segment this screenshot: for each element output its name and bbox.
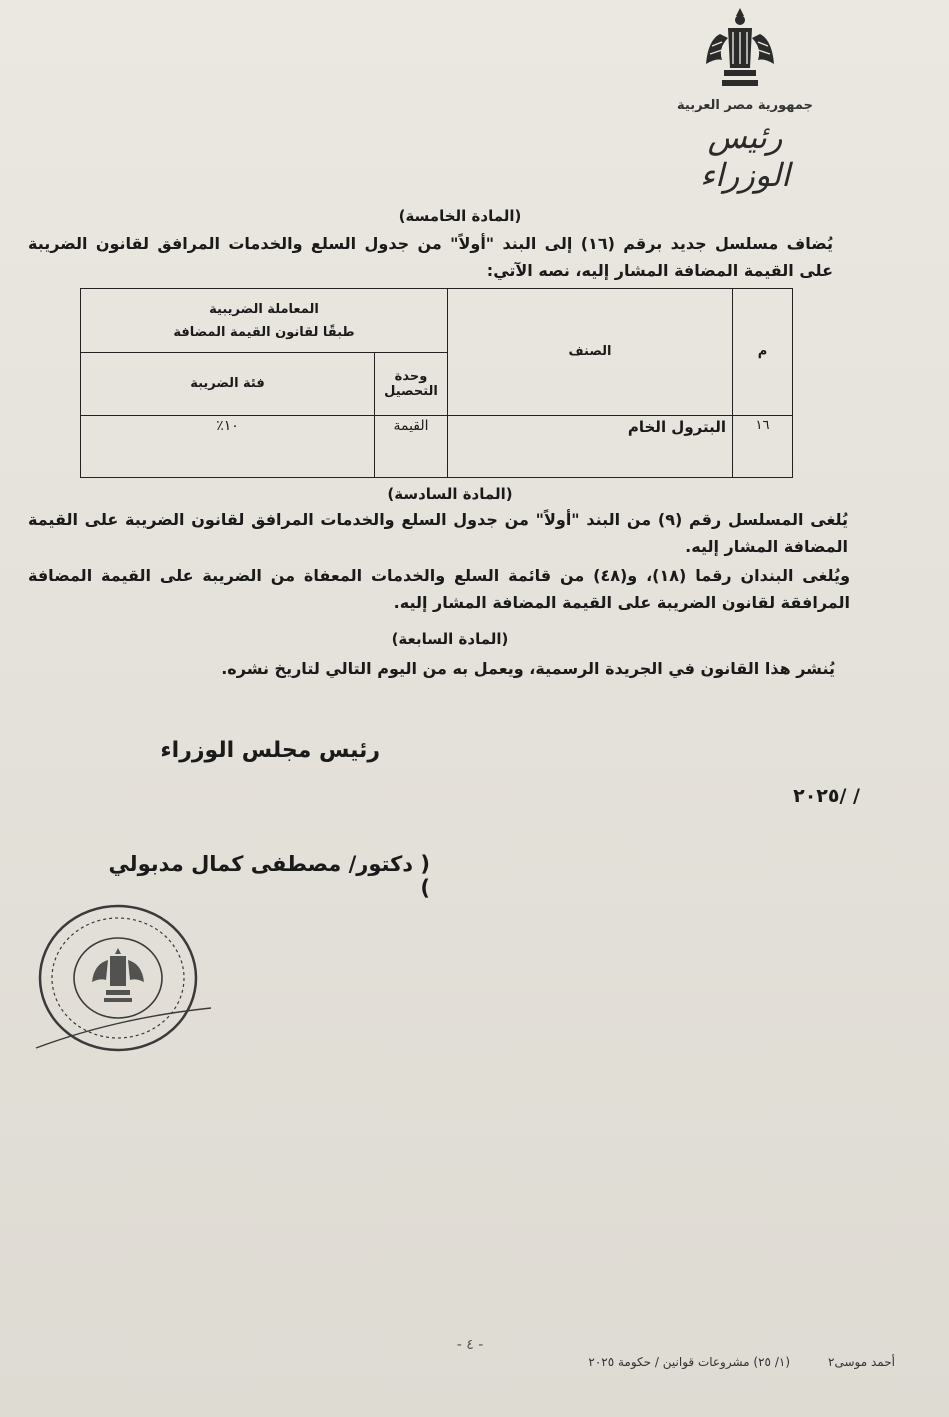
article-5-body: يُضاف مسلسل جديد برقم (١٦) إلى البند "أولاً" من جدول السلع والخدمات المرافق لقانون الضريبة على القيمة المضافة المشار إليه، نصه الآتي: bbox=[28, 234, 834, 280]
signature-title: رئيس مجلس الوزراء bbox=[160, 738, 380, 763]
article-6-body-1: يُلغى المسلسل رقم (٩) من البند "أولاً" من جدول السلع والخدمات المرافق لقانون الضريبة على القيمة المضافة المشار إليه. bbox=[28, 510, 849, 556]
col-unit-header: وحدة التحصيل bbox=[375, 353, 448, 415]
row-item: البترول الخام bbox=[448, 415, 733, 477]
page-number: - ٤ - bbox=[456, 1337, 484, 1353]
treatment-line-1: المعاملة الضريبية bbox=[209, 301, 319, 317]
article-7-title: (المادة السابعة) bbox=[391, 630, 509, 648]
col-no-header: م bbox=[733, 289, 793, 416]
row-unit: القيمة bbox=[375, 415, 448, 477]
col-treatment-header bbox=[81, 289, 448, 353]
article-7-body: يُنشر هذا القانون في الجريدة الرسمية، ويعمل به من اليوم التالي لتاريخ نشره. bbox=[221, 659, 835, 678]
tax-table bbox=[80, 288, 793, 478]
article-5-title: (المادة الخامسة) bbox=[398, 207, 522, 225]
col-item-header: الصنف bbox=[448, 289, 733, 416]
eagle-emblem-icon bbox=[700, 4, 780, 96]
row-rate: ١٠٪ bbox=[81, 415, 375, 477]
article-6-body-2: ويُلغى البندان رقما (١٨)، و(٤٨) من قائمة السلع والخدمات المعفاة من الضريبة على القيمة المضافة المرافقة لقانون الضريبة على القيمة المضافة المشار إليه. bbox=[28, 566, 851, 612]
table-row bbox=[81, 415, 793, 477]
treatment-line-2: طبقًا لقانون القيمة المضافة bbox=[173, 324, 355, 340]
footer-reference: (١/ ٢٥) مشروعات قوانين / حكومة ٢٠٢٥ bbox=[588, 1355, 790, 1369]
official-seal-icon bbox=[26, 898, 216, 1058]
signature-name: ( دكتور/ مصطفى كمال مدبولي ) bbox=[108, 852, 430, 900]
row-no: ١٦ bbox=[733, 415, 793, 477]
col-rate-header: فئة الضريبة bbox=[81, 353, 375, 415]
signature-date: / /٢٠٢٥ bbox=[793, 785, 860, 807]
footer-author: أحمد موسى٢ bbox=[828, 1355, 895, 1369]
header-office: رئيس الوزراء bbox=[699, 118, 790, 194]
article-6-title: (المادة السادسة) bbox=[387, 485, 513, 503]
header-country: جمهورية مصر العربية bbox=[677, 98, 813, 113]
